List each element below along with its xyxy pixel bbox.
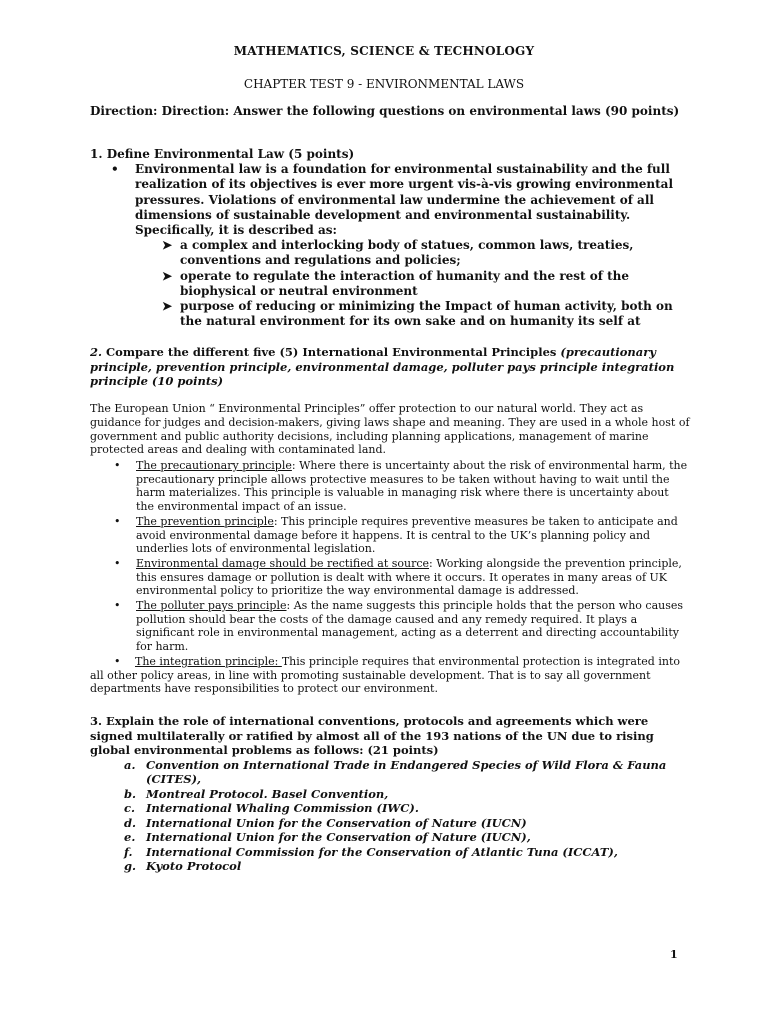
question-2-italic: (precautionary principle, prevention principle, environmental damage, polluter pays principle integration principle (10 points): [90, 345, 675, 388]
item-letter: f.: [124, 844, 133, 859]
arrow-bullet-icon: ➤: [162, 268, 173, 283]
question-2-number: 2.: [90, 345, 103, 359]
question-3-title: 3. Explain the role of international conventions, protocols and agreements which were signed multilaterally or ratified by almost all of the 193 nations of the UN due to rising global environmental problems as follows: (21 points): [90, 714, 654, 757]
question-1-title: 1. Define Environmental Law (5 points): [90, 147, 355, 161]
arrow-item-text: operate to regulate the interaction of humanity and the rest of the biophysical or neutral environment: [180, 268, 629, 298]
arrow-item: [162, 299, 690, 329]
intro-paragraph: The European Union “ Environmental Principles” offer protection to our natural world. They act as guidance for judges and decision-makers, giving laws shape and meaning. They are used in a whole host of government and public authority decisions, including planning applications, management of marine protected areas and dealing with contaminated land.: [90, 402, 690, 457]
principle-name: The integration principle:: [135, 654, 282, 668]
document-title: MATHEMATICS, SCIENCE & TECHNOLOGY: [233, 44, 535, 58]
principle-text: : As the name suggests this principle holds that the person who causes pollution should bear the costs of the damage caused and any remedy required. It plays a significant role in environmental management, acting as a deterrent and directing accountability for harm.: [136, 599, 684, 654]
item-letter: e.: [124, 830, 136, 844]
principle-name: The precautionary principle: [136, 459, 292, 472]
bullet-icon: •: [114, 654, 121, 668]
question-1-bullet-text: Environmental law is a foundation for environmental sustainability and the full realization of its objectives is ever more urgent vis-à-vis growing environmental pressures. Violations of environmental law undermine the achievement of all dimensions of sustainable development and environmental sustainability. Specifically, it is described as:: [135, 162, 673, 238]
item-text: Convention on International Trade in Endangered Species of Wild Flora & Fauna (CITES),: [146, 757, 667, 786]
document-subtitle: CHAPTER TEST 9 - ENVIRONMENTAL LAWS: [243, 77, 525, 91]
list-item: [114, 599, 690, 654]
list-item: [124, 815, 690, 831]
question-2-title: Compare the different five (5) International Environmental Principles: [102, 345, 561, 359]
list-item: [124, 786, 690, 802]
question-3: [90, 714, 690, 874]
principle-text: This principle requires that environmental protection is integrated into all other policy areas, in line with promoting sustainable development. That is to say all government departments have responsibilities to protect our environment.: [90, 654, 680, 696]
principle-text: : Working alongside the prevention principle, this ensures damage or pollution is dealt with where it occurs. It operates in many areas of UK environmental policy to prioritize the way environmental damage is addressed.: [136, 556, 682, 598]
item-letter: a.: [124, 757, 136, 772]
bullet-icon: •: [114, 459, 121, 472]
principle-name: The prevention principle: [136, 514, 274, 528]
question-1: [90, 147, 690, 329]
arrow-item: [162, 268, 690, 299]
directions: Direction: Direction: Answer the following questions on environmental laws (90 points): [90, 104, 680, 118]
item-text: International Commission for the Conservation of Atlantic Tuna (ICCAT),: [146, 844, 618, 859]
list-item: [124, 757, 690, 787]
bullet-icon: •: [114, 556, 121, 570]
item-text: International Union for the Conservation of Nature (IUCN): [146, 815, 527, 830]
list-item: [124, 801, 690, 816]
item-letter: b.: [124, 786, 137, 801]
list-item: [114, 459, 690, 514]
bullet-icon: •: [114, 599, 121, 613]
principle-text: : Where there is uncertainty about the risk of environmental harm, the precautionary principle allows protective measures to be taken without having to wait until the harm materializes. This principle is valuable in managing risk where there is uncertainty about the environmental impact of an issue.: [136, 459, 688, 514]
list-item: [114, 514, 690, 556]
list-item: [124, 830, 690, 845]
arrow-item-text: purpose of reducing or minimizing the Impact of human activity, both on the natural environment for its own sake and on humanity its self at: [180, 299, 673, 329]
principle-name: Environmental damage should be rectified at source: [136, 556, 430, 570]
arrow-bullet-icon: ➤: [162, 238, 173, 253]
arrow-item-text: a complex and interlocking body of statues, common laws, treaties, conventions and regulations and policies;: [180, 238, 634, 268]
question-2: [90, 345, 690, 389]
item-text: Montreal Protocol. Basel Convention,: [146, 786, 389, 801]
list-item: [114, 556, 690, 598]
page-number: 1: [670, 948, 678, 961]
principle-name: The polluter pays principle: [136, 599, 287, 613]
arrow-item: [162, 238, 690, 268]
list-item: [124, 859, 690, 874]
item-text: Kyoto Protocol: [146, 859, 242, 873]
bullet-icon: •: [111, 162, 119, 177]
item-text: International Union for the Conservation of Nature (IUCN),: [146, 830, 531, 844]
list-item: [90, 655, 690, 696]
bullet-icon: •: [114, 514, 121, 528]
principle-text: : This principle requires preventive measures be taken to anticipate and avoid environmental damage before it happens. It is central to the UK’s planning policy and underlies lots of environmental legislation.: [136, 514, 678, 556]
item-letter: g.: [124, 859, 137, 873]
principles-list: [90, 459, 690, 697]
question-1-bullet: [111, 162, 690, 238]
item-text: International Whaling Commission (IWC).: [146, 801, 419, 815]
item-letter: d.: [124, 815, 137, 830]
item-letter: c.: [124, 801, 136, 815]
list-item: [124, 844, 690, 860]
arrow-bullet-icon: ➤: [162, 299, 173, 314]
